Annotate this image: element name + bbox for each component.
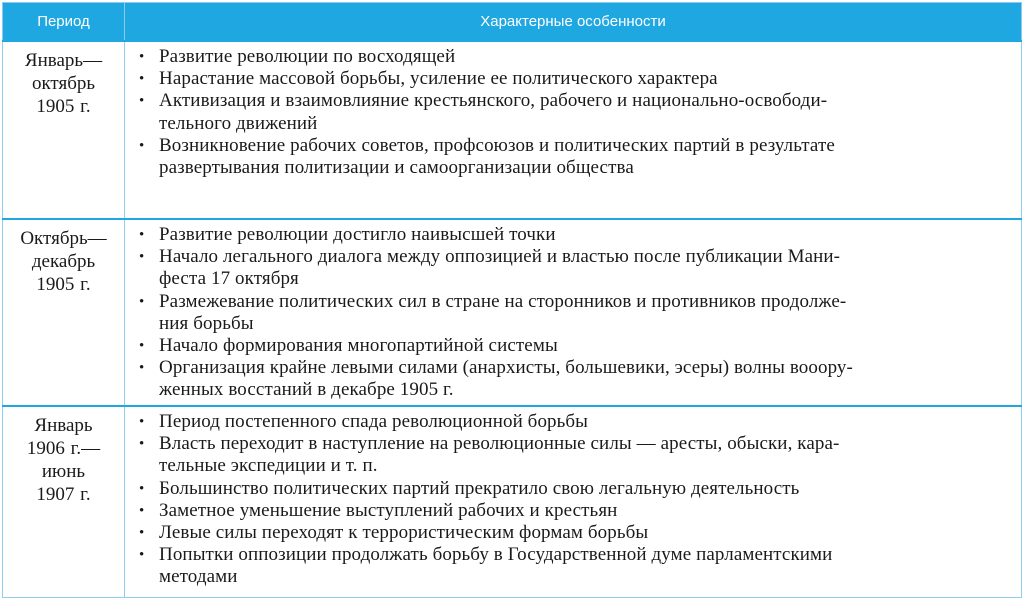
feature-text: Нарастание массовой борьбы, усиление ее политического характера — [159, 68, 718, 90]
feature-text: Активизация и взаимовлияние крестьянского, рабочего и национально-освободи- — [159, 90, 828, 112]
bullet-icon: • — [139, 502, 145, 519]
feature-text: Большинство политических партий прекратило свою легальную деятельность — [159, 477, 800, 499]
period-text: 1906 г.— — [26, 438, 101, 459]
feature-text: Период постепенного спада революционной борьбы — [159, 411, 589, 432]
feature-text: Размежевание политических сил в стране на сторонников и противников продолже- — [159, 290, 847, 312]
feature-text: Левые силы переходят к террористическим формам борьбы — [159, 522, 649, 544]
period-text: Январь — [34, 415, 93, 436]
table-row — [3, 406, 1022, 597]
features-list — [133, 46, 1013, 179]
list-item — [133, 478, 1013, 500]
feature-text: Заметное уменьшение выступлений рабочих и крестьян — [159, 499, 618, 521]
feature-text: тельного движений — [159, 112, 318, 134]
bullet-icon: • — [139, 414, 145, 430]
bullet-icon: • — [139, 49, 145, 65]
period-text: 1907 г. — [36, 484, 91, 505]
list-item — [133, 68, 1013, 90]
features-cell — [125, 41, 1022, 219]
header-period: Период — [3, 3, 125, 42]
feature-text: Возникновение рабочих советов, профсоюзов и политических партий в результате — [159, 134, 835, 156]
list-item — [133, 522, 1013, 544]
features-list — [133, 224, 1013, 402]
bullet-icon: • — [139, 480, 145, 497]
feature-text: Начало формирования многопартийной системы — [159, 335, 558, 357]
list-item — [133, 500, 1013, 522]
feature-text: методами — [159, 566, 238, 588]
header-features: Характерные особенности — [125, 3, 1022, 42]
list-item — [133, 246, 1013, 290]
table-row — [3, 41, 1022, 219]
list-item — [133, 544, 1013, 588]
bullet-icon: • — [139, 249, 145, 266]
features-cell — [125, 219, 1022, 406]
bullet-icon: • — [139, 137, 145, 154]
feature-text: феста 17 октября — [159, 268, 299, 290]
period-cell — [3, 41, 125, 219]
feature-text: Организация крайне левыми силами (анархисты, большевики, эсеры) волны вооору- — [159, 357, 853, 379]
period-text: 1905 г. — [36, 274, 91, 295]
table-body — [3, 41, 1022, 597]
period-cell — [3, 219, 125, 406]
list-item — [133, 335, 1013, 357]
feature-text: Попытки оппозиции продолжать борьбу в Государственной думе парламентскими — [159, 544, 833, 566]
bullet-icon: • — [139, 436, 145, 453]
feature-text: Развитие революции по восходящей — [159, 46, 456, 67]
bullet-icon: • — [139, 71, 145, 88]
feature-text: ния борьбы — [159, 312, 254, 334]
features-cell — [125, 406, 1022, 597]
list-item — [133, 291, 1013, 335]
bullet-icon: • — [139, 227, 145, 243]
period-text: декабрь — [31, 251, 96, 272]
period-text: Октябрь— — [20, 228, 107, 249]
period-text: июнь — [41, 461, 86, 482]
list-item — [133, 433, 1013, 477]
list-item — [133, 357, 1013, 401]
feature-text: развертывания политизации и самоорганизации общества — [159, 157, 634, 179]
bullet-icon: • — [139, 360, 145, 377]
bullet-icon: • — [139, 293, 145, 310]
feature-text: Развитие революции достигло наивысшей точки — [159, 224, 556, 245]
feature-text: Начало легального диалога между оппозицией и властью после публикации Мани- — [159, 246, 841, 268]
feature-text: женных восстаний в декабре 1905 г. — [159, 379, 454, 401]
period-text: 1905 г. — [36, 96, 91, 117]
period-text: октябрь — [31, 73, 96, 94]
list-item — [133, 90, 1013, 134]
table-header-row — [3, 3, 1022, 42]
feature-text: Власть переходит в наступление на революционные силы — аресты, обыски, кара- — [159, 433, 840, 455]
bullet-icon: • — [139, 338, 145, 355]
list-item — [133, 411, 1013, 433]
period-text: Январь— — [24, 50, 103, 71]
table-row — [3, 219, 1022, 406]
list-item — [133, 135, 1013, 179]
bullet-icon: • — [139, 525, 145, 542]
list-item — [133, 224, 1013, 246]
revolution-periods-table — [2, 2, 1022, 598]
bullet-icon: • — [139, 93, 145, 110]
feature-text: тельные экспедиции и т. п. — [159, 455, 378, 477]
period-cell — [3, 406, 125, 597]
list-item — [133, 46, 1013, 68]
bullet-icon: • — [139, 547, 145, 564]
features-list — [133, 411, 1013, 589]
